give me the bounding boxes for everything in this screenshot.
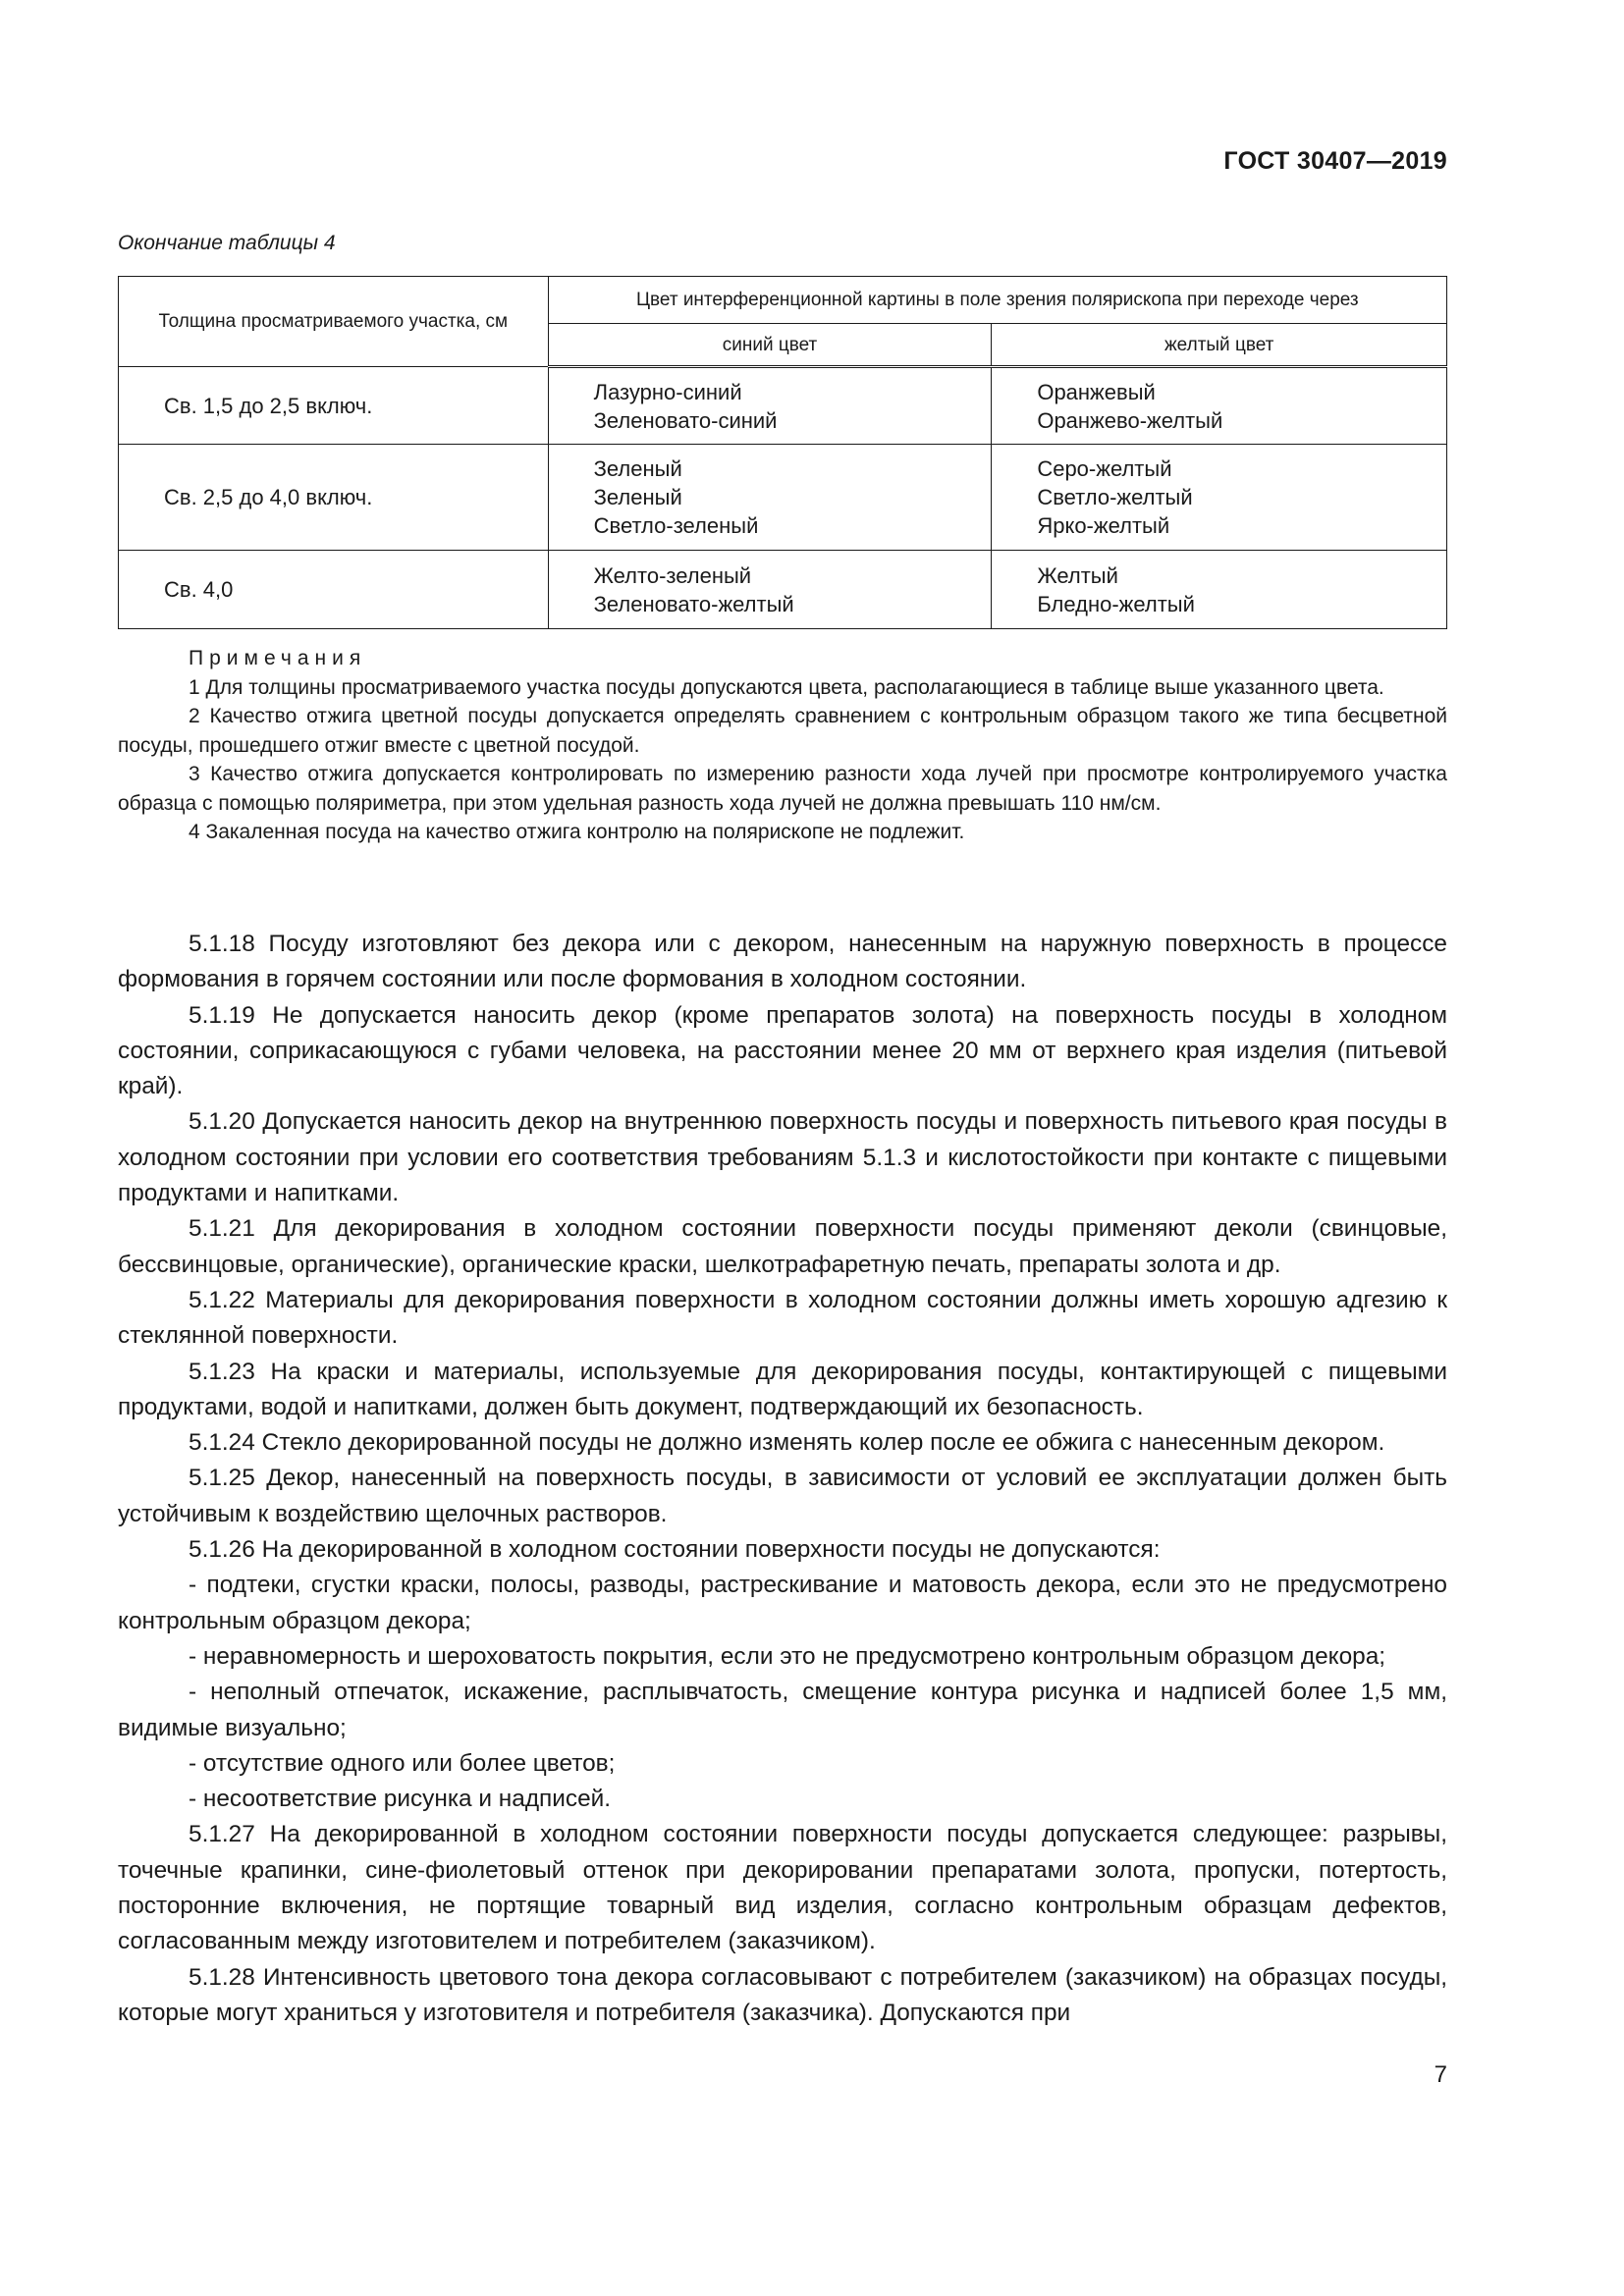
color-value: Ярко-желтый <box>1037 513 1170 538</box>
color-value: Светло-желтый <box>1037 485 1193 509</box>
color-value: Бледно-желтый <box>1037 591 1195 616</box>
list-item: - отсутствие одного или более цветов; <box>189 1749 616 1777</box>
thickness-cell: Св. 2,5 до 4,0 включ. <box>119 445 549 551</box>
document-code: ГОСТ 30407—2019 <box>1223 147 1447 175</box>
color-value: Зеленый <box>593 456 682 481</box>
paragraph: 5.1.23 На краски и материалы, используемые для декорирования посуды, контактирующей с пищевыми продуктами, водой и напитками, должен быть документ, подтверждающий их безопасность. <box>118 1358 1447 1420</box>
color-value: Лазурно-синий <box>593 379 742 404</box>
paragraph: 5.1.27 На декорированной в холодном состоянии поверхности посуды допускается следующее: разрывы, точечные крапинки, сине-фиолетовый оттенок при декорировании препаратами золота, пропуски, потертость, посторонние включения, не портящие товарный вид изделия, согласно контрольным образцам дефектов, согласованным между изготовителем и потребителем (заказчиком). <box>118 1821 1447 1955</box>
table-row <box>119 367 1447 445</box>
blue-cell <box>548 367 992 445</box>
list-item: - несоответствие рисунка и надписей. <box>189 1786 612 1813</box>
blue-cell <box>548 551 992 629</box>
paragraph: 5.1.21 Для декорирования в холодном состоянии поверхности посуды применяют деколи (свинцовые, бессвинцовые, органические), органические краски, шелкотрафаретную печать, препараты золота и др. <box>118 1215 1447 1278</box>
note-item: 3 Качество отжига допускается контролировать по измерению разности хода лучей при просмотре контролируемого участка образца с помощью поляриметра, при этом удельная разность хода лучей не должна превышать 110 нм/см. <box>118 763 1447 815</box>
color-value: Оранжево-желтый <box>1037 407 1223 433</box>
notes-title: Примечания <box>189 647 367 669</box>
header-blue: синий цвет <box>548 324 992 367</box>
paragraph: 5.1.18 Посуду изготовляют без декора или с декором, нанесенным на наружную поверхность в процессе формования в горячем состоянии или после формования в холодном состоянии. <box>118 931 1447 993</box>
color-value: Зеленый <box>593 485 682 509</box>
paragraph: 5.1.24 Стекло декорированной посуды не должно изменять колер после ее обжига с нанесенным декором. <box>189 1429 1385 1457</box>
paragraph: 5.1.22 Материалы для декорирования поверхности в холодном состоянии должны иметь хорошую адгезию к стеклянной поверхности. <box>118 1286 1447 1350</box>
blue-cell <box>548 445 992 551</box>
yellow-cell <box>992 445 1447 551</box>
header-thickness: Толщина просматриваемого участка, см <box>119 277 549 367</box>
list-item: - подтеки, сгустки краски, полосы, разводы, растрескивание и матовость декора, если это не предусмотрено контрольным образцом декора; <box>118 1572 1447 1634</box>
header-color-group: Цвет интерференционной картины в поле зрения полярископа при переходе через <box>548 277 1446 324</box>
color-value: Оранжевый <box>1037 379 1156 404</box>
paragraph: 5.1.25 Декор, нанесенный на поверхность посуды, в зависимости от условий ее эксплуатации должен быть устойчивым к воздействию щелочных растворов. <box>118 1465 1447 1527</box>
color-value: Светло-зеленый <box>593 513 759 538</box>
note-item: 4 Закаленная посуда на качество отжига контролю на полярископе не подлежит. <box>189 821 965 843</box>
note-item: 1 Для толщины просматриваемого участка посуды допускаются цвета, располагающиеся в таблице выше указанного цвета. <box>189 675 1384 699</box>
paragraph: 5.1.26 На декорированной в холодном состоянии поверхности посуды не допускаются: <box>189 1536 1161 1564</box>
paragraph: 5.1.19 Не допускается наносить декор (кроме препаратов золота) на поверхность посуды в холодном состоянии, соприкасающуюся с губами человека, на расстоянии менее 20 мм от верхнего края изделия (питьевой край). <box>118 1001 1447 1100</box>
color-value: Зеленовато-желтый <box>593 591 794 616</box>
yellow-cell <box>992 551 1447 629</box>
page-number: 7 <box>1434 2061 1447 2088</box>
color-value: Зеленовато-синий <box>593 407 778 433</box>
table-caption: Окончание таблицы 4 <box>118 232 336 254</box>
paragraph: 5.1.20 Допускается наносить декор на внутреннюю поверхность посуды и поверхность питьевого края посуды в холодном состоянии при условии его соответствия требованиям 5.1.3 и кислотостойкости при контакте с пищевыми продуктами и напитками. <box>118 1108 1447 1207</box>
thickness-cell: Св. 4,0 <box>119 551 549 629</box>
paragraph: 5.1.28 Интенсивность цветового тона декора согласовывают с потребителем (заказчиком) на образцах посуды, которые могут храниться у изготовителя и потребителя (заказчика). Допускаются при <box>118 1963 1447 2026</box>
color-value: Желто-зеленый <box>593 562 752 588</box>
list-item: - неполный отпечаток, искажение, расплывчатость, смещение контура рисунка и надписей более 1,5 мм, видимые визуально; <box>118 1679 1447 1741</box>
yellow-cell <box>992 367 1447 445</box>
table-row <box>119 445 1447 551</box>
table-notes <box>118 644 1447 847</box>
color-value: Серо-желтый <box>1037 456 1172 481</box>
color-value: Желтый <box>1037 562 1118 588</box>
interference-color-table <box>118 276 1447 629</box>
section-body <box>118 927 1447 2031</box>
thickness-cell: Св. 1,5 до 2,5 включ. <box>119 367 549 445</box>
header-yellow: желтый цвет <box>992 324 1447 367</box>
table-row <box>119 551 1447 629</box>
list-item: - неравномерность и шероховатость покрытия, если это не предусмотрено контрольным образцом декора; <box>189 1642 1386 1670</box>
note-item: 2 Качество отжига цветной посуды допускается определять сравнением с контрольным образцом такого же типа бесцветной посуды, прошедшего отжиг вместе с цветной посудой. <box>118 705 1447 757</box>
